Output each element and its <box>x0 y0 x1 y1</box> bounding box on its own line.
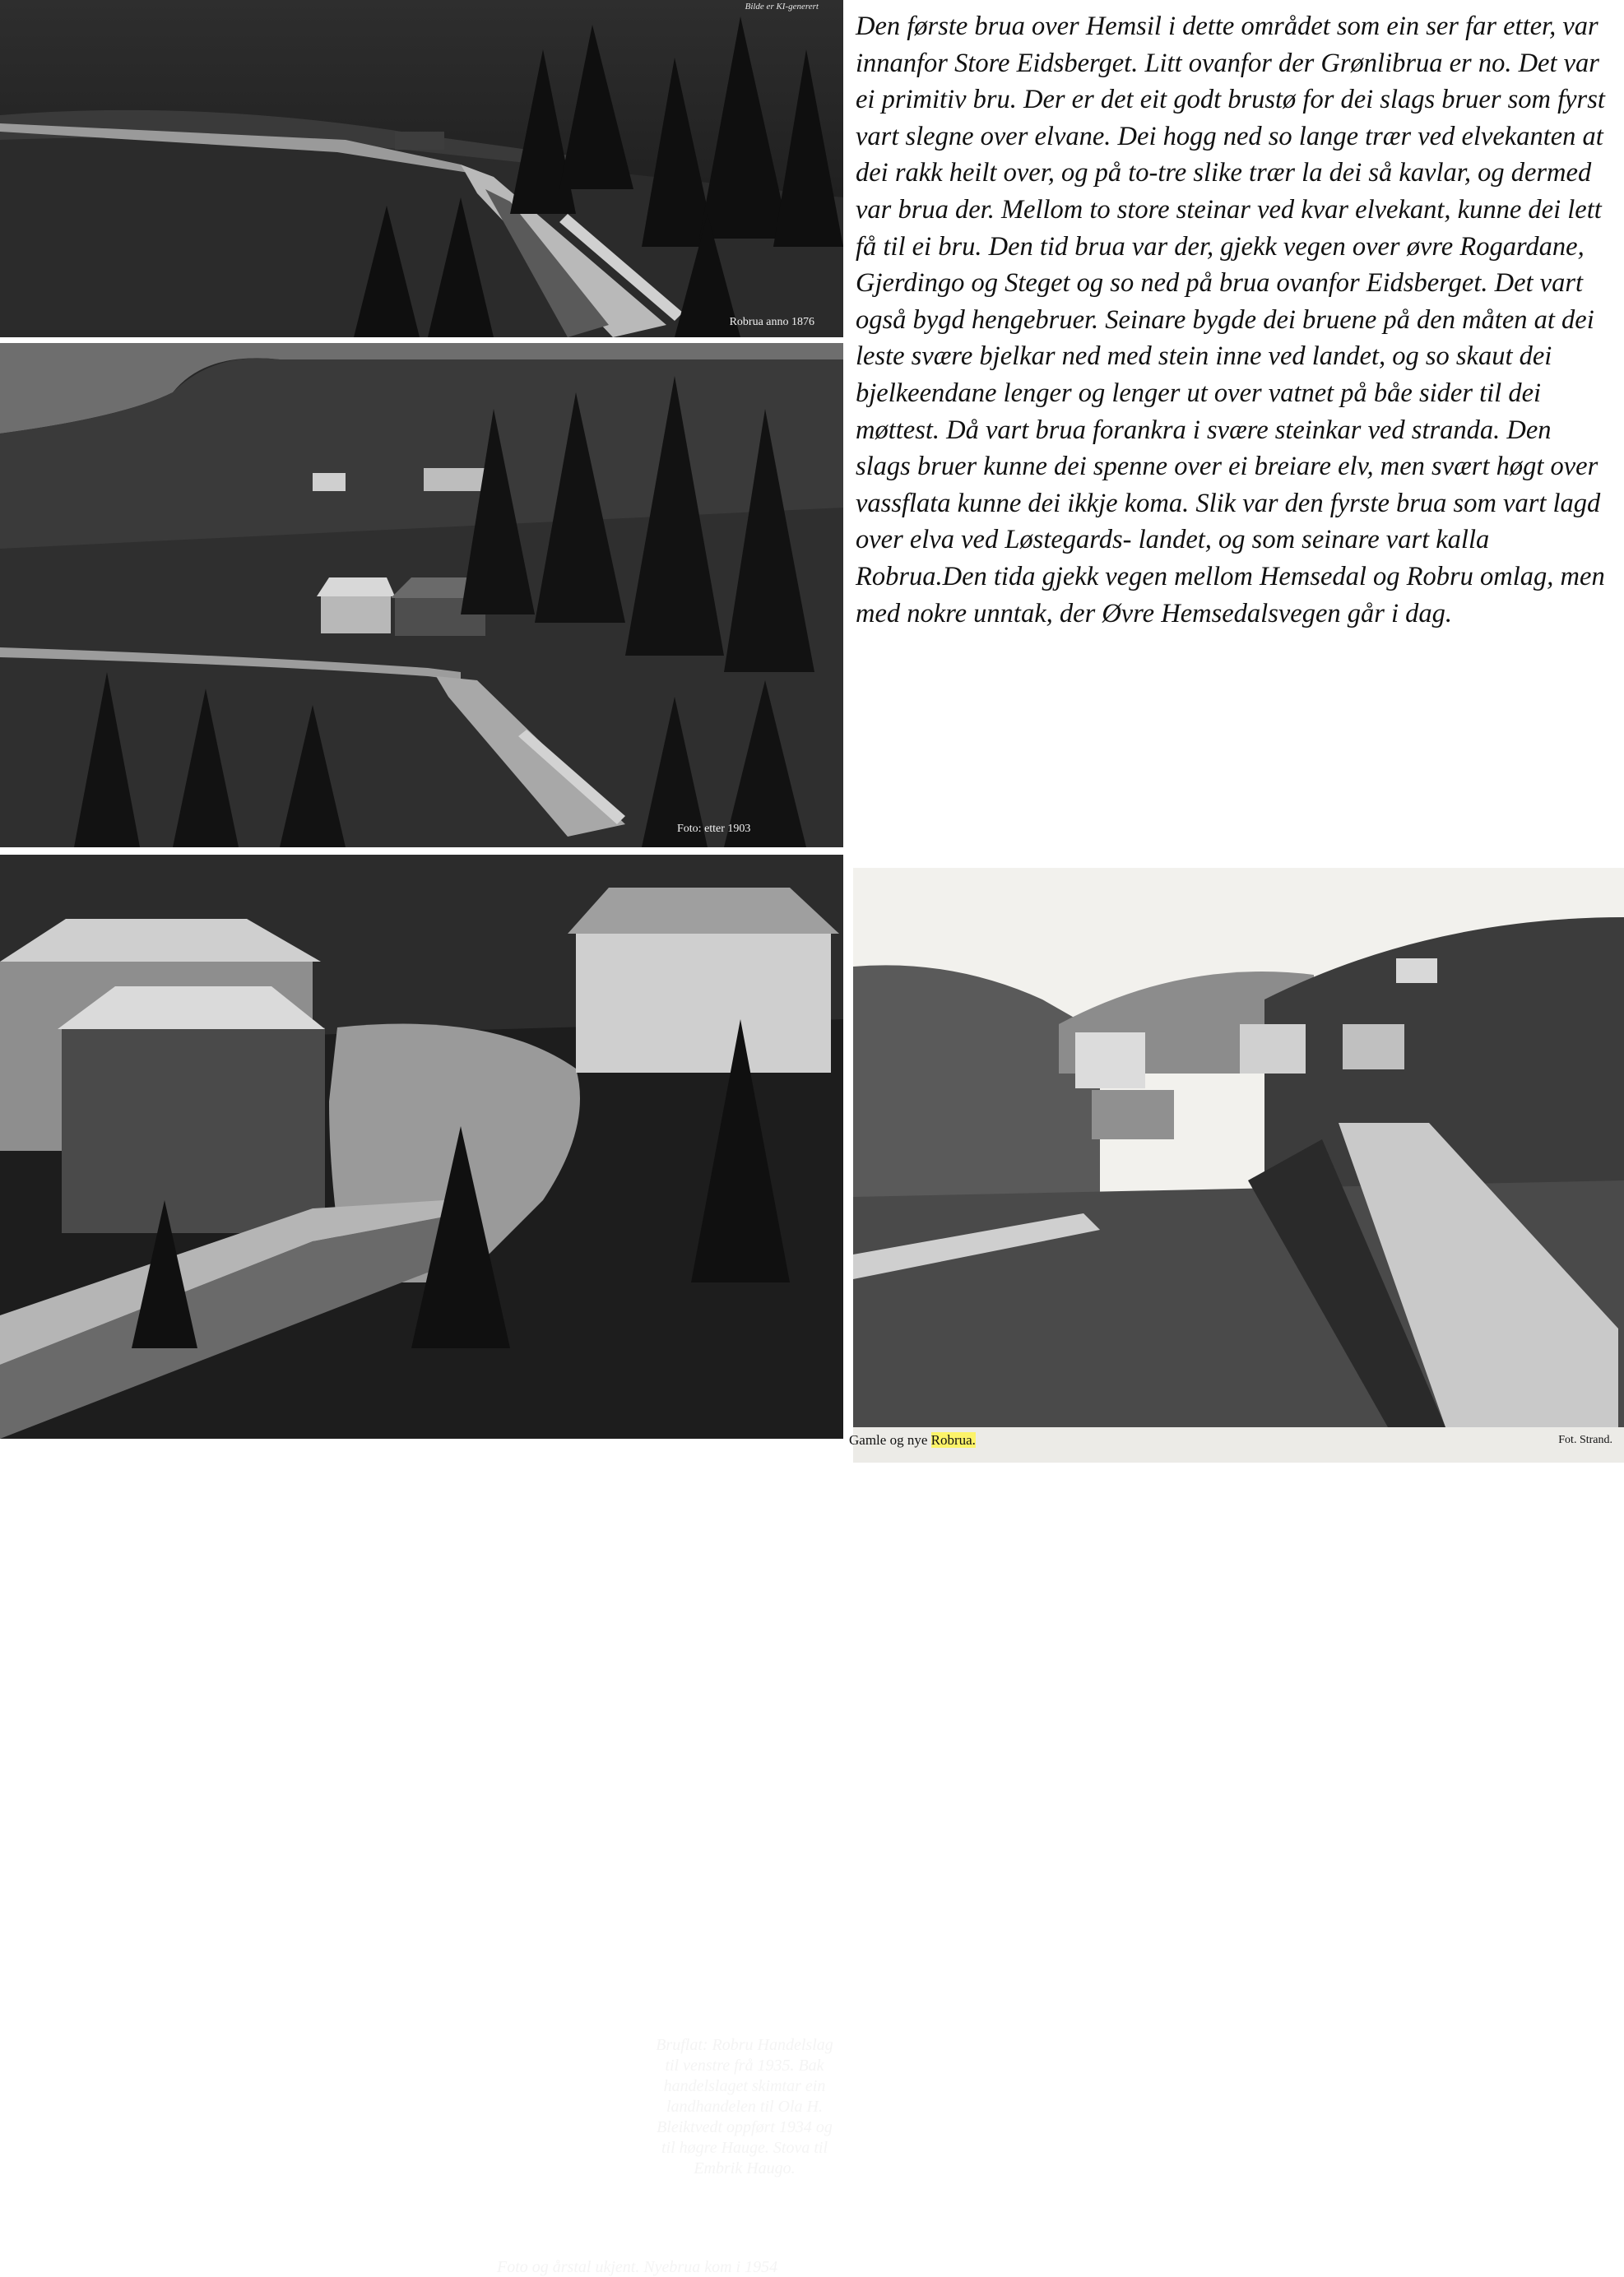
ai-generated-label: Bilde er KI-generert <box>745 2 819 12</box>
photo-caption-1903: Foto: etter 1903 <box>677 823 751 835</box>
photo-bruflat <box>0 855 843 2276</box>
photo-gamle-og-nye-robrua <box>853 868 1624 1463</box>
article-text <box>856 8 1612 632</box>
photo-1903-illustration <box>0 343 843 847</box>
photo-robrua-1903 <box>0 343 843 847</box>
photo-strand-illustration <box>853 868 1624 1463</box>
strand-caption-prefix: Gamle og nye <box>849 1432 931 1448</box>
photo-robrua-1876 <box>0 0 843 337</box>
strand-photo-caption <box>849 1432 976 1449</box>
strand-caption-highlight: Robrua. <box>930 1432 976 1448</box>
bruflat-caption: Bruflat: Robru Handelslag til venstre frå 1935. Bak handelslaget skimtar ein landhandelen til Ola H. Bleiktvedt oppført 1934 og til høgre Hauge. Stova til Embrik Haugo. <box>656 2036 833 2177</box>
photo-bruflat-illustration <box>0 855 843 1439</box>
article-body: Den første brua over Hemsil i dette området som ein ser far etter, var innanfor Store Eidsberget. Litt ovanfor der Grønlibrua er no. Det var ei primitiv bru. Der er det eit godt brustø for dei slags bruer som fyrst vart slegne over elvane. Dei hogg ned so lange trær ved elvekanten at dei rakk heilt over, og på to-tre slike trær la dei så kavlar, og dermed var brua der. Mellom to store steinar ved kvar elvekant, kunne dei lett få til ei bru. Den tid brua var der, gjekk vegen over øvre Rogardane, Gjerdingo og Steget og so ned på brua ovanfor Eidsberget. Det vart også bygd hengebruer. Seinare bygde dei bruene på den måten at dei leste svære bjelkar ned med stein inne ved landet, og so skaut dei bjelkeendane lenger og lenger ut over vatnet på båe sider til dei møttest. Då vart brua forankra i svære steinkar ved stranda. Den slags bruer kunne dei spenne over ei breiare elv, men svært høgt over vassflata kunne dei ikkje koma. Slik var den fyrste brua som vart lagd over elva ved Løstegards- landet, og som seinare vart kalla Robrua.Den tida gjekk vegen mellom Hemsedal og Robru omlag, men med nokre unntak, der Øvre Hemsedalsvegen går i dag. <box>856 12 1605 628</box>
photo-1876-illustration <box>0 0 843 337</box>
photo-caption-1876: Robrua anno 1876 <box>729 316 814 328</box>
strand-photo-credit: Fot. Strand. <box>1558 1434 1612 1446</box>
bruflat-photo-credit: Foto og årstal ukjent. Nyebrua kom i 1954 <box>497 2258 778 2276</box>
